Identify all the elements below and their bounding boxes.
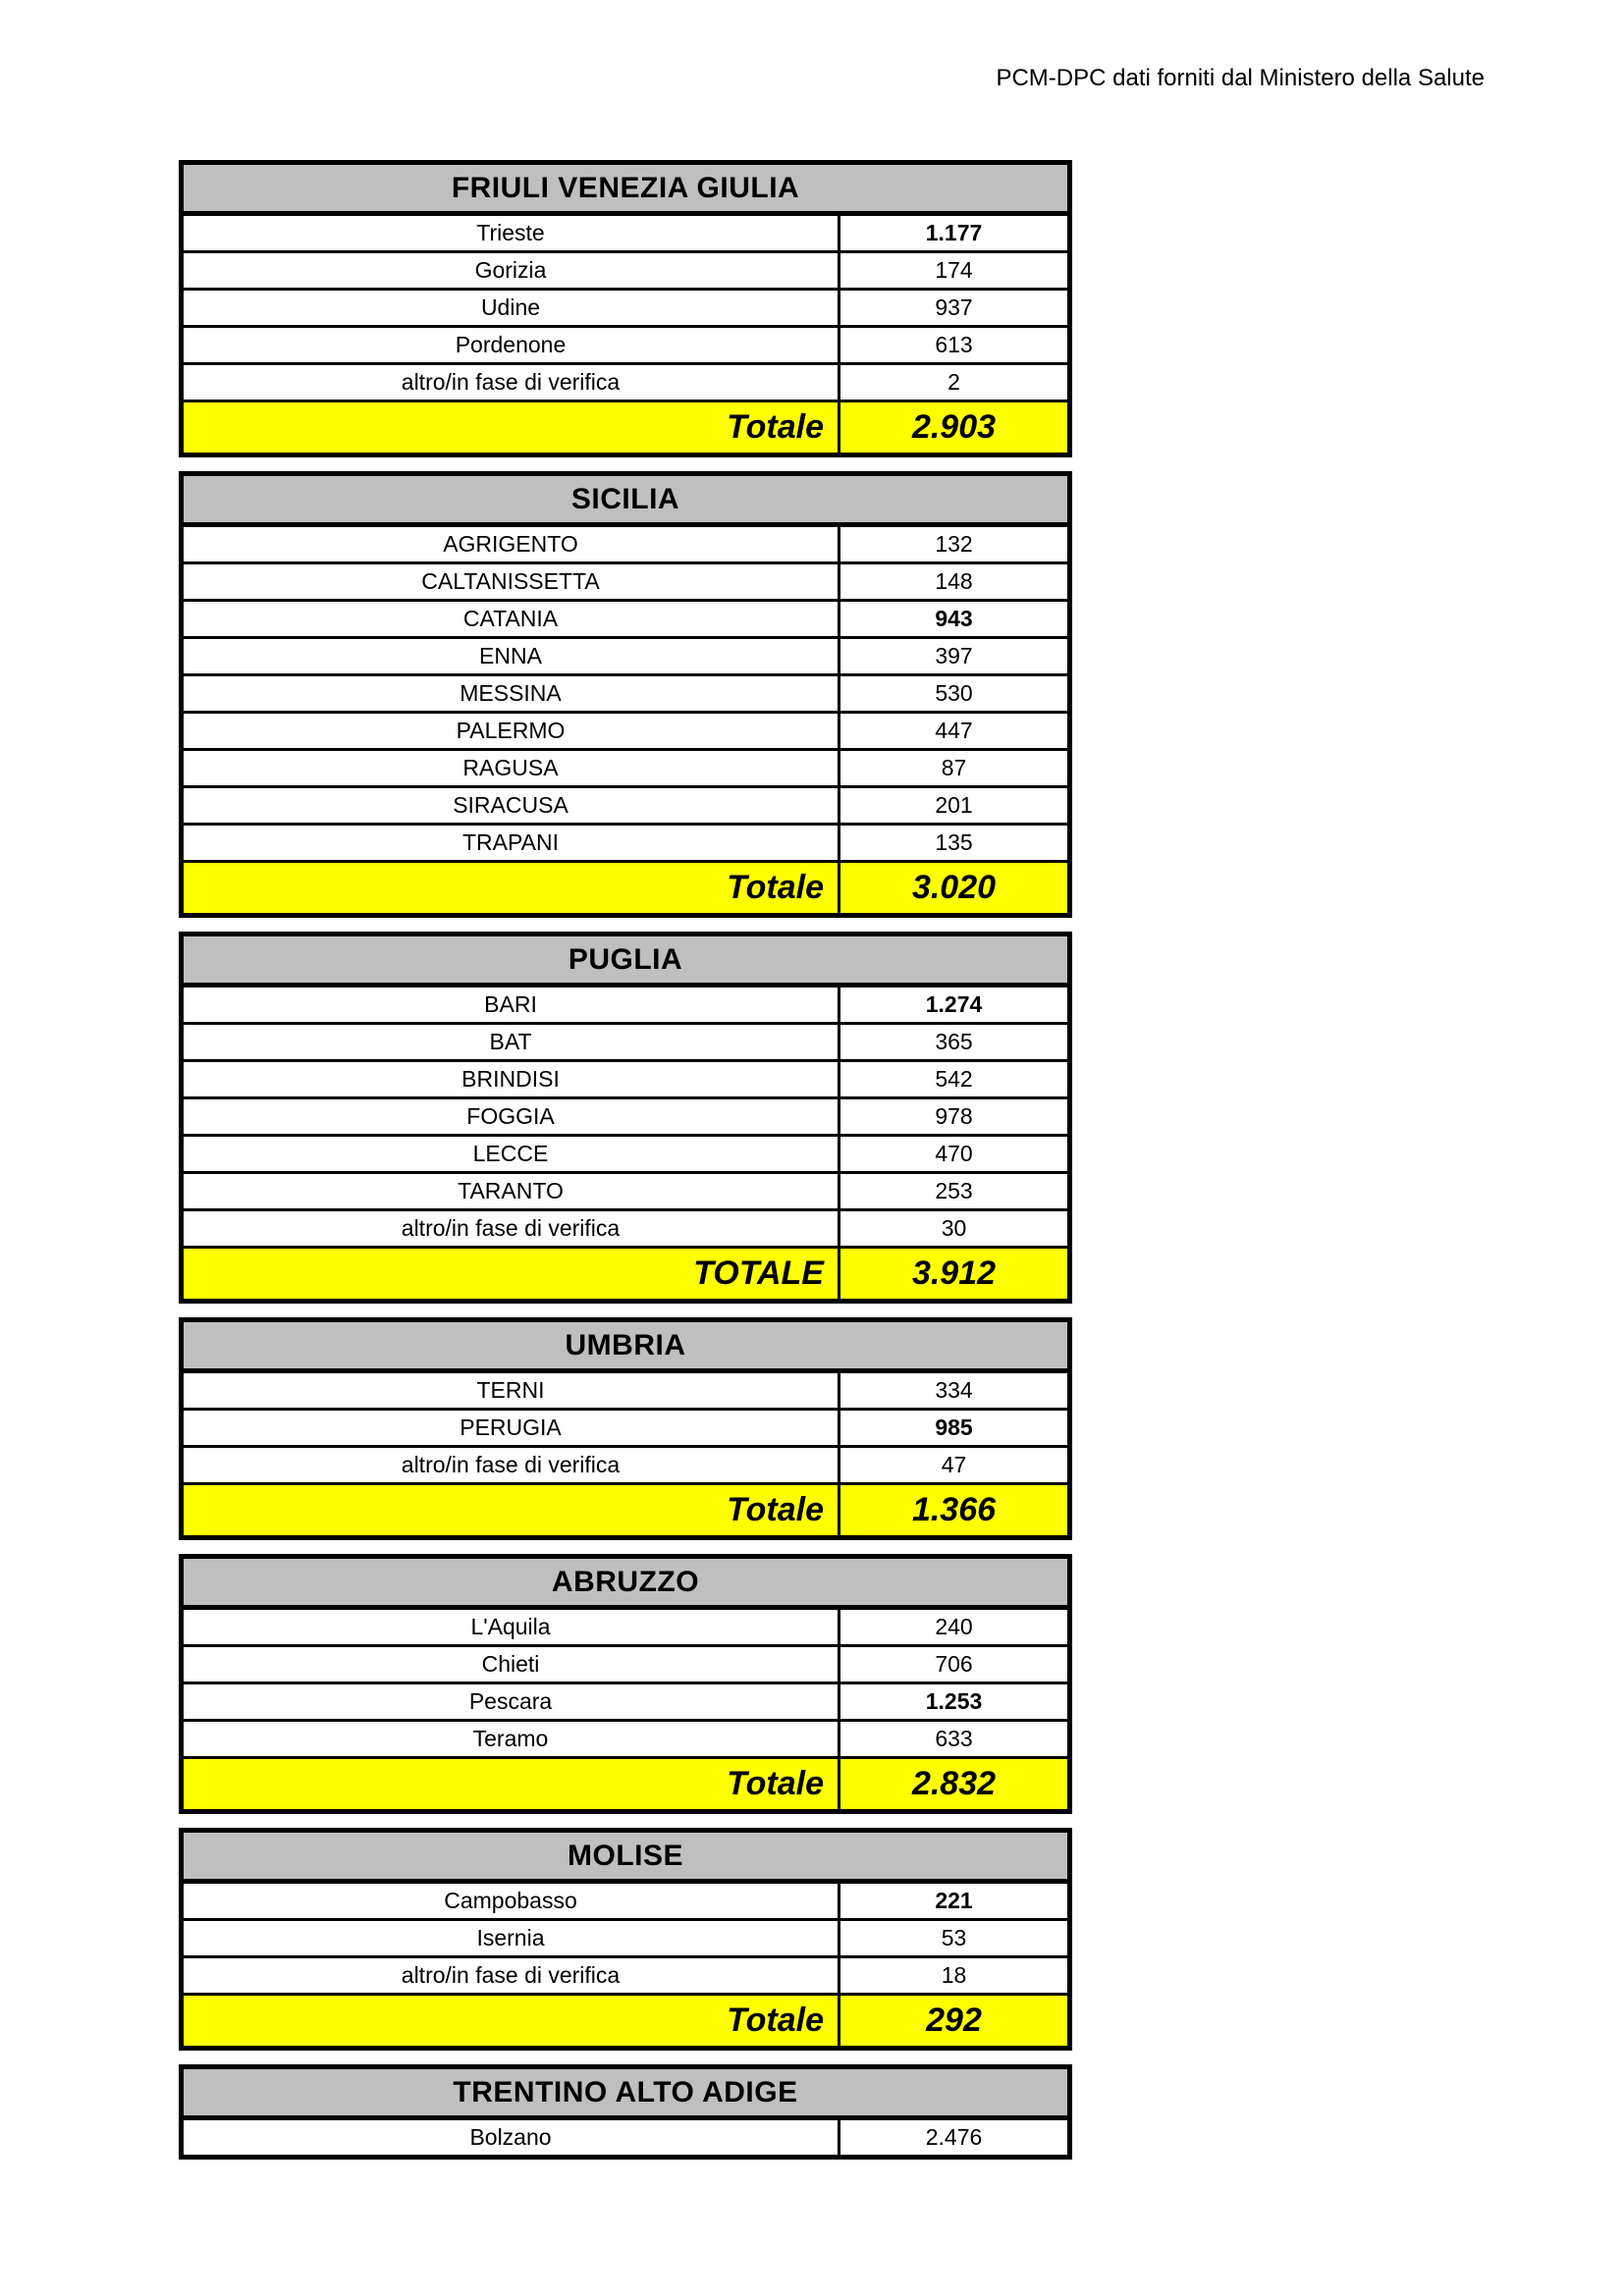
province-value: 530 [839,675,1070,713]
region-header-row [182,1831,1070,1882]
province-value: 613 [839,327,1070,364]
province-value: 978 [839,1098,1070,1136]
region-header: ABRUZZO [182,1557,1070,1608]
province-value: 148 [839,563,1070,601]
province-value: 18 [839,1957,1070,1995]
province-value: 87 [839,750,1070,787]
province-value: 447 [839,713,1070,750]
province-label: Gorizia [182,252,839,290]
table-row [182,787,1070,825]
province-value: 47 [839,1447,1070,1484]
region-table [179,160,1072,457]
province-label: BAT [182,1024,839,1061]
province-label: altro/in fase di verifica [182,1957,839,1995]
total-label: TOTALE [182,1248,839,1302]
region-table [179,2064,1072,2160]
table-row [182,601,1070,638]
region-header: UMBRIA [182,1320,1070,1371]
province-label: TRAPANI [182,825,839,862]
province-label: Udine [182,290,839,327]
province-label: Chieti [182,1646,839,1683]
province-label: Pordenone [182,327,839,364]
region-table [179,932,1072,1304]
table-row [182,1608,1070,1646]
region-header: SICILIA [182,474,1070,525]
province-label: altro/in fase di verifica [182,1210,839,1248]
province-label: Campobasso [182,1882,839,1920]
table-row [182,1371,1070,1410]
province-value: 1.274 [839,986,1070,1024]
province-value: 201 [839,787,1070,825]
province-label: SIRACUSA [182,787,839,825]
province-value: 985 [839,1410,1070,1447]
region-table [179,1828,1072,2051]
total-row [182,1484,1070,1538]
region-header: PUGLIA [182,934,1070,986]
province-label: LECCE [182,1136,839,1173]
table-row [182,1721,1070,1758]
province-value: 2.476 [839,2118,1070,2158]
province-value: 135 [839,825,1070,862]
table-row [182,986,1070,1024]
table-row [182,750,1070,787]
province-label: RAGUSA [182,750,839,787]
total-row [182,1995,1070,2049]
province-label: L'Aquila [182,1608,839,1646]
province-value: 397 [839,638,1070,675]
province-value: 1.177 [839,214,1070,252]
region-header: FRIULI VENEZIA GIULIA [182,163,1070,214]
table-row [182,1683,1070,1721]
province-label: BARI [182,986,839,1024]
province-value: 174 [839,252,1070,290]
total-value: 2.903 [839,401,1070,455]
total-label: Totale [182,862,839,916]
total-value: 3.912 [839,1248,1070,1302]
total-row [182,1248,1070,1302]
province-label: Pescara [182,1683,839,1721]
province-label: MESSINA [182,675,839,713]
total-row [182,1758,1070,1812]
province-label: Bolzano [182,2118,839,2158]
total-value: 292 [839,1995,1070,2049]
total-label: Totale [182,401,839,455]
region-header-row [182,163,1070,214]
province-value: 1.253 [839,1683,1070,1721]
table-row [182,713,1070,750]
total-row [182,401,1070,455]
total-value: 3.020 [839,862,1070,916]
table-row [182,364,1070,401]
table-row [182,1646,1070,1683]
province-value: 706 [839,1646,1070,1683]
province-value: 132 [839,525,1070,563]
province-label: Isernia [182,1920,839,1957]
province-label: Trieste [182,214,839,252]
table-row [182,525,1070,563]
province-value: 30 [839,1210,1070,1248]
total-label: Totale [182,1758,839,1812]
region-header-row [182,474,1070,525]
table-row [182,214,1070,252]
total-row [182,862,1070,916]
table-row [182,1920,1070,1957]
table-row [182,1136,1070,1173]
table-row [182,1061,1070,1098]
total-value: 2.832 [839,1758,1070,1812]
province-value: 633 [839,1721,1070,1758]
region-table [179,471,1072,918]
region-table [179,1317,1072,1540]
table-row [182,1957,1070,1995]
province-value: 334 [839,1371,1070,1410]
region-table [179,1554,1072,1814]
province-value: 470 [839,1136,1070,1173]
province-label: TERNI [182,1371,839,1410]
region-header-row [182,2067,1070,2118]
province-value: 542 [839,1061,1070,1098]
page-header-text: PCM-DPC dati forniti dal Ministero della Salute [996,65,1485,91]
province-label: AGRIGENTO [182,525,839,563]
region-header-row [182,1557,1070,1608]
table-row [182,675,1070,713]
table-row [182,290,1070,327]
province-value: 365 [839,1024,1070,1061]
province-value: 943 [839,601,1070,638]
region-header: MOLISE [182,1831,1070,1882]
table-row [182,1410,1070,1447]
region-header-row [182,934,1070,986]
province-label: altro/in fase di verifica [182,364,839,401]
province-label: altro/in fase di verifica [182,1447,839,1484]
province-label: CATANIA [182,601,839,638]
province-label: PERUGIA [182,1410,839,1447]
province-value: 53 [839,1920,1070,1957]
province-label: ENNA [182,638,839,675]
total-value: 1.366 [839,1484,1070,1538]
total-label: Totale [182,1995,839,2049]
table-row [182,825,1070,862]
province-value: 2 [839,364,1070,401]
table-row [182,563,1070,601]
table-row [182,1098,1070,1136]
province-label: Teramo [182,1721,839,1758]
region-header-row [182,1320,1070,1371]
region-header: TRENTINO ALTO ADIGE [182,2067,1070,2118]
province-label: TARANTO [182,1173,839,1210]
table-row [182,1210,1070,1248]
tables-container [179,160,1067,2173]
province-label: FOGGIA [182,1098,839,1136]
province-value: 937 [839,290,1070,327]
table-row [182,638,1070,675]
table-row [182,1882,1070,1920]
table-row [182,327,1070,364]
table-row [182,1173,1070,1210]
table-row [182,252,1070,290]
table-row [182,2118,1070,2158]
total-label: Totale [182,1484,839,1538]
table-row [182,1024,1070,1061]
province-label: BRINDISI [182,1061,839,1098]
province-label: PALERMO [182,713,839,750]
province-value: 253 [839,1173,1070,1210]
province-value: 240 [839,1608,1070,1646]
table-row [182,1447,1070,1484]
province-label: CALTANISSETTA [182,563,839,601]
province-value: 221 [839,1882,1070,1920]
